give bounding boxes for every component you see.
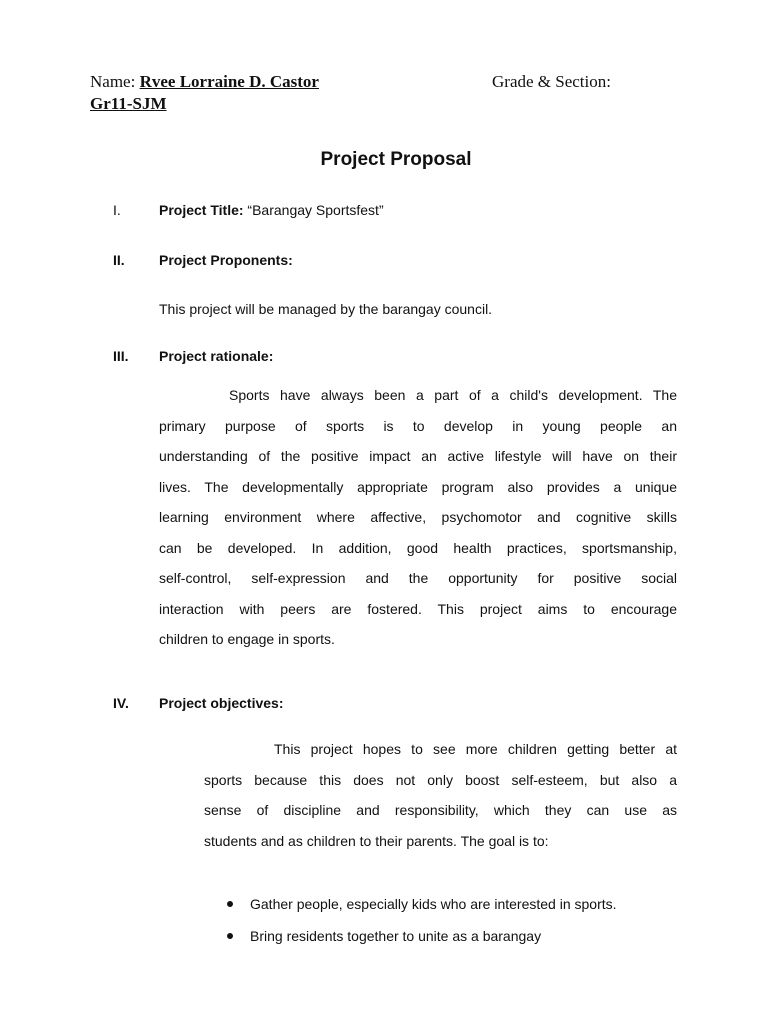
list-item <box>227 927 617 959</box>
section-4-number: IV. <box>113 695 129 711</box>
objectives-line: sense of discipline and responsibility, which they can use as <box>204 802 677 818</box>
rationale-paragraph <box>159 380 677 655</box>
bullet-text: Gather people, especially kids who are interested in sports. <box>250 896 617 912</box>
section-2-body: This project will be managed by the barangay council. <box>159 301 493 317</box>
section-2-heading: Project Proponents: <box>159 252 293 268</box>
grade-section-value <box>90 94 167 114</box>
section-1-number: I. <box>113 202 121 218</box>
objectives-bullet-list <box>227 895 617 959</box>
rationale-line: interaction with peers are fostered. This project aims to encourage <box>159 600 677 617</box>
bullet-dot-icon <box>227 901 233 907</box>
objectives-line: students and as children to their parents. The goal is to: <box>204 832 549 849</box>
rationale-line: understanding of the positive impact an active lifestyle will have on their <box>159 448 677 464</box>
section-4-heading: Project objectives: <box>159 695 284 711</box>
rationale-line: self-control, self-expression and the opportunity for positive social <box>159 570 677 586</box>
rationale-line: lives. The developmentally appropriate program also provides a unique <box>159 478 677 495</box>
page-title: Project Proposal <box>320 149 472 170</box>
objectives-paragraph <box>204 734 677 856</box>
section-1-line <box>159 202 384 218</box>
list-item <box>227 895 617 927</box>
section-1-heading: Project Title: <box>159 202 244 218</box>
student-name: Rvee Lorraine D. Castor <box>139 72 319 91</box>
bullet-dot-icon <box>227 933 233 939</box>
objectives-line: sports because this does not only boost self-esteem, but also a <box>204 771 677 788</box>
section-2-number: II. <box>113 252 125 268</box>
rationale-line: children to engage in sports. <box>159 631 335 647</box>
rationale-line: Sports have always been a part of a child's development. The <box>229 387 677 403</box>
objectives-line: This project hopes to see more children getting better at <box>274 741 677 757</box>
name-line <box>90 72 319 92</box>
section-1-title-value: “Barangay Sportsfest” <box>243 202 384 218</box>
bullet-text: Bring residents together to unite as a barangay <box>250 928 542 944</box>
grade-section-text: Gr11-SJM <box>90 94 167 113</box>
rationale-line: learning environment where affective, psychomotor and cognitive skills <box>159 509 677 525</box>
rationale-line: primary purpose of sports is to develop in young people an <box>159 417 677 434</box>
name-label: Name: <box>90 72 140 91</box>
section-3-number: III. <box>113 348 129 364</box>
grade-section-label: Grade & Section: <box>492 72 611 91</box>
rationale-line: can be developed. In addition, good health practices, sportsmanship, <box>159 539 677 556</box>
section-3-heading: Project rationale: <box>159 348 274 364</box>
